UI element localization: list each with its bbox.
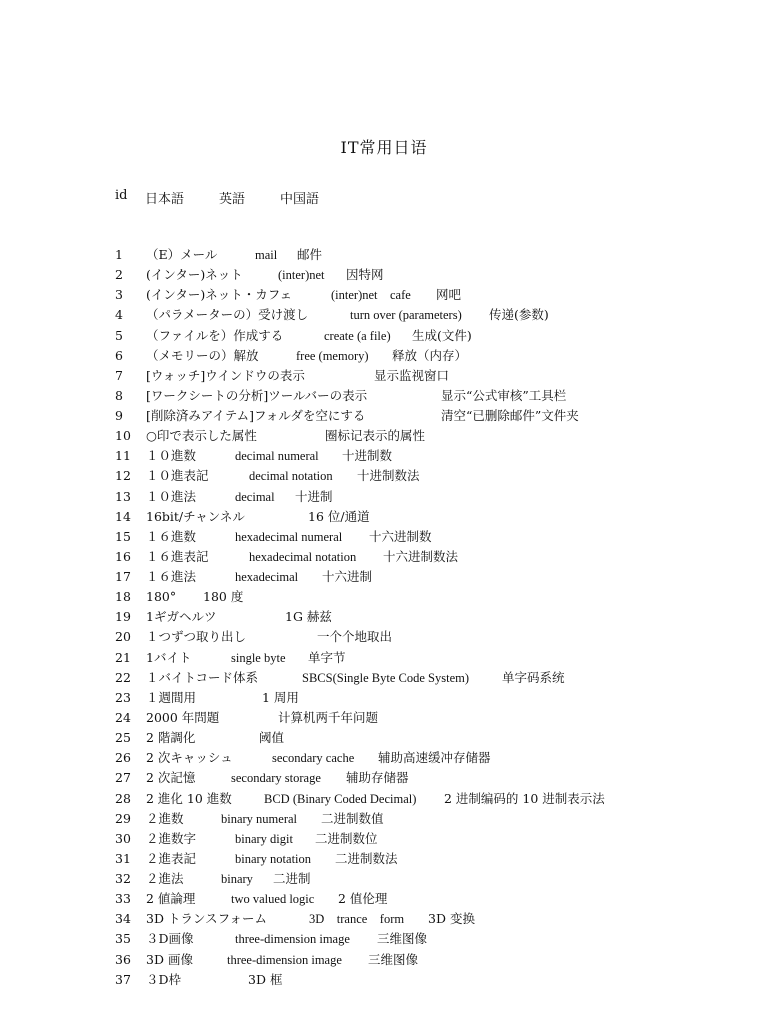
entry-chinese: 三维图像 bbox=[377, 931, 428, 947]
header-chinese: 中国語 bbox=[280, 192, 320, 207]
entry-japanese: ２進数字 bbox=[146, 830, 197, 846]
entry-chinese: 二进制 bbox=[273, 871, 311, 887]
entry-chinese: 2 值伦理 bbox=[338, 891, 388, 907]
entry-japanese: ○印で表示した属性 bbox=[146, 428, 257, 444]
entry-id: 4 bbox=[115, 307, 123, 323]
entry-id: 10 bbox=[115, 428, 131, 444]
entry-chinese: 显示“公式审核”工具栏 bbox=[441, 387, 567, 403]
header-english: 英語 bbox=[219, 192, 246, 207]
entry-japanese: 1バイト bbox=[146, 649, 192, 665]
entry-chinese: 二进制数位 bbox=[315, 830, 378, 846]
entry-english: decimal numeral bbox=[235, 449, 319, 464]
entry-english: decimal bbox=[235, 489, 275, 504]
entry-id: 15 bbox=[115, 528, 131, 544]
entry-japanese: １６進表記 bbox=[146, 548, 209, 564]
entry-id: 20 bbox=[115, 629, 131, 645]
entry-id: 29 bbox=[115, 810, 131, 826]
entry-english: binary notation bbox=[235, 851, 312, 866]
entry-japanese: １６進法 bbox=[146, 569, 197, 585]
entry-english: free (memory) bbox=[296, 348, 369, 363]
entry-english: three-dimension image bbox=[227, 952, 342, 967]
entry-chinese: 传递(参数) bbox=[489, 307, 549, 323]
entry-id: 35 bbox=[115, 931, 131, 947]
entry-chinese: 1G 赫兹 bbox=[285, 609, 332, 625]
entry-chinese: 3D 框 bbox=[248, 971, 283, 987]
entry-id: 6 bbox=[115, 347, 123, 363]
entry-english: mail bbox=[255, 248, 278, 262]
entry-chinese: 生成(文件) bbox=[412, 327, 472, 343]
entry-chinese: 邮件 bbox=[297, 247, 323, 262]
entry-english: decimal notation bbox=[249, 469, 333, 484]
entry-chinese: 十进制数 bbox=[342, 448, 393, 464]
entry-english: create (a file) bbox=[324, 328, 391, 343]
entry-chinese: 计算机两千年问题 bbox=[278, 709, 379, 725]
entry-chinese: 十六进制 bbox=[322, 569, 373, 585]
entry-id: 5 bbox=[115, 327, 123, 343]
entry-id: 28 bbox=[115, 790, 131, 806]
entry-id: 17 bbox=[115, 569, 131, 585]
entry-id: 25 bbox=[115, 730, 131, 746]
entry-japanese: １０進法 bbox=[146, 488, 197, 504]
entry-english: (inter)net cafe bbox=[331, 288, 411, 303]
entry-id: 36 bbox=[115, 951, 131, 967]
entry-id: 19 bbox=[115, 609, 131, 625]
entry-japanese: １０進表記 bbox=[146, 468, 209, 484]
header-japanese: 日本語 bbox=[145, 192, 185, 207]
entry-id: 34 bbox=[115, 911, 131, 927]
entry-japanese: [ウォッチ]ウインドウの表示 bbox=[146, 367, 305, 383]
entry-english: hexadecimal bbox=[235, 570, 299, 585]
entry-chinese: 阈值 bbox=[259, 730, 285, 746]
entry-japanese: 2 次記憶 bbox=[146, 770, 196, 786]
entry-id: 24 bbox=[115, 709, 131, 725]
entry-japanese: （ファイルを）作成する bbox=[146, 327, 284, 343]
entry-chinese: 单字码系统 bbox=[502, 669, 565, 685]
entry-japanese: 1ギガヘルツ bbox=[146, 609, 217, 625]
entry-id: 32 bbox=[115, 871, 131, 887]
entry-id: 11 bbox=[115, 448, 131, 464]
header-id: id bbox=[115, 188, 128, 203]
entry-id: 37 bbox=[115, 971, 131, 987]
entry-japanese: 180° bbox=[146, 589, 177, 605]
entry-japanese: １６進数 bbox=[146, 528, 197, 544]
entry-english: single byte bbox=[231, 650, 286, 665]
entry-id: 7 bbox=[115, 367, 123, 383]
entry-chinese: 单字节 bbox=[308, 649, 346, 665]
entry-english: binary bbox=[221, 872, 253, 887]
entry-japanese: 2 階調化 bbox=[146, 730, 196, 746]
entry-chinese: 2 进制编码的 10 进制表示法 bbox=[444, 790, 605, 806]
entry-id: 22 bbox=[115, 669, 131, 685]
entry-chinese: 二进制数值 bbox=[321, 810, 384, 826]
entry-id: 2 bbox=[115, 267, 123, 283]
entry-japanese: （E）メール bbox=[146, 247, 218, 262]
entry-id: 23 bbox=[115, 689, 131, 705]
entry-chinese: 释放（内存） bbox=[392, 347, 468, 363]
entry-japanese: ２進数 bbox=[146, 810, 184, 826]
entry-chinese: 清空“已删除邮件”文件夹 bbox=[441, 408, 579, 424]
entry-chinese: 辅助存储器 bbox=[346, 770, 409, 786]
entry-japanese: (インター)ネット・カフェ bbox=[146, 287, 293, 303]
entry-english: BCD (Binary Coded Decimal) bbox=[264, 791, 417, 806]
entry-id: 9 bbox=[115, 408, 123, 424]
entry-id: 21 bbox=[115, 649, 131, 665]
entry-english: SBCS(Single Byte Code System) bbox=[302, 670, 470, 685]
entry-japanese: (インター)ネット bbox=[146, 267, 243, 283]
entry-chinese: 因特网 bbox=[346, 267, 384, 283]
entry-chinese: 显示监视窗口 bbox=[374, 367, 450, 383]
entry-english: two valued logic bbox=[231, 892, 315, 907]
entry-chinese: 3D 变换 bbox=[428, 911, 475, 927]
entry-id: 12 bbox=[115, 468, 131, 484]
entry-id: 26 bbox=[115, 750, 131, 766]
entry-id: 30 bbox=[115, 830, 131, 846]
entry-chinese: 圈标记表示的属性 bbox=[325, 428, 426, 444]
entry-japanese: ２進表記 bbox=[146, 850, 197, 866]
entry-id: 13 bbox=[115, 488, 131, 504]
entry-id: 8 bbox=[115, 387, 123, 403]
entry-id: 16 bbox=[115, 548, 131, 564]
entry-english: hexadecimal notation bbox=[249, 549, 357, 564]
entry-english: turn over (parameters) bbox=[350, 308, 462, 323]
entry-chinese: 一个个地取出 bbox=[317, 629, 393, 645]
entry-japanese: （メモリーの）解放 bbox=[146, 347, 259, 363]
entry-english: secondary cache bbox=[272, 751, 355, 766]
entry-chinese: 16 位/通道 bbox=[308, 508, 370, 524]
entry-chinese: 辅助高速缓冲存储器 bbox=[378, 750, 491, 766]
entry-japanese: １週間用 bbox=[146, 689, 197, 705]
entry-chinese: 1 周用 bbox=[262, 689, 299, 705]
entry-chinese: 十进制 bbox=[295, 488, 333, 504]
entry-japanese: １バイトコード体系 bbox=[146, 669, 259, 685]
entry-english: (inter)net bbox=[278, 268, 325, 283]
entry-japanese: １つずつ取り出し bbox=[146, 629, 247, 645]
entry-english: hexadecimal numeral bbox=[235, 529, 343, 544]
entry-japanese: 3D 画像 bbox=[146, 951, 193, 967]
entry-id: 27 bbox=[115, 770, 131, 786]
entry-japanese: [ワークシートの分析]ツールバーの表示 bbox=[146, 387, 368, 403]
entry-id: 33 bbox=[115, 891, 131, 907]
entry-english: three-dimension image bbox=[235, 932, 350, 947]
entry-japanese: １０進数 bbox=[146, 448, 197, 464]
entry-chinese: 180 度 bbox=[203, 589, 244, 605]
entry-chinese: 十六进制数法 bbox=[383, 548, 459, 564]
entry-id: 18 bbox=[115, 589, 131, 605]
entry-japanese: 2000 年問題 bbox=[146, 709, 220, 725]
entry-english: 3D trance form bbox=[309, 912, 405, 927]
entry-chinese: 网吧 bbox=[436, 287, 462, 303]
entry-chinese: 十进制数法 bbox=[357, 468, 420, 484]
entry-chinese: 三维图像 bbox=[368, 951, 419, 967]
entry-japanese: [削除済みアイテム]フォルダを空にする bbox=[146, 408, 366, 424]
entry-japanese: 2 値論理 bbox=[146, 891, 196, 907]
entry-japanese: 2 進化 10 進数 bbox=[146, 790, 232, 806]
entry-id: 31 bbox=[115, 850, 131, 866]
entry-english: binary numeral bbox=[221, 811, 298, 826]
entry-id: 1 bbox=[115, 247, 123, 262]
entry-chinese: 十六进制数 bbox=[369, 528, 432, 544]
entry-japanese: （パラメーターの）受け渡し bbox=[146, 307, 309, 323]
page-title: IT常用日语 bbox=[340, 138, 428, 157]
entry-japanese: ３D枠 bbox=[146, 971, 182, 987]
entry-english: secondary storage bbox=[231, 771, 321, 786]
entry-japanese: 16bit/チャンネル bbox=[146, 508, 245, 524]
entry-id: 3 bbox=[115, 287, 123, 303]
entry-japanese: 3D トランスフォーム bbox=[146, 911, 267, 927]
entry-japanese: ２進法 bbox=[146, 871, 184, 887]
entry-english: binary digit bbox=[235, 831, 293, 846]
entry-japanese: ３D画像 bbox=[146, 931, 194, 947]
entry-japanese: 2 次キャッシュ bbox=[146, 750, 233, 766]
entry-chinese: 二进制数法 bbox=[335, 850, 398, 866]
entry-id: 14 bbox=[115, 508, 131, 524]
